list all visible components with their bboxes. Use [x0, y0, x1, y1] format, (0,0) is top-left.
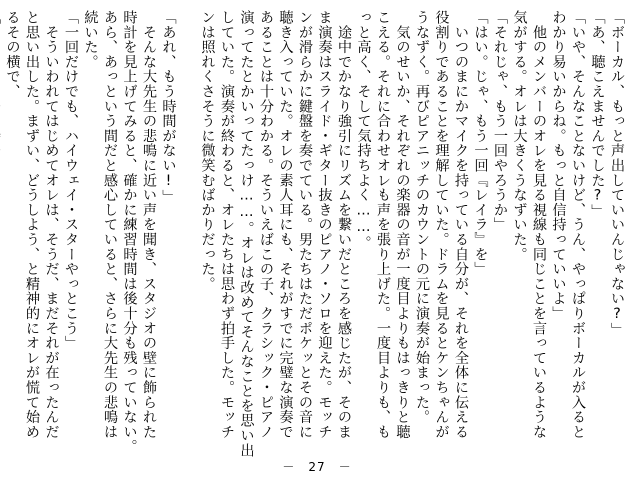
text-line: していた。演奏が終わると、オレたちは思わず拍手した。モッチ — [219, 10, 235, 440]
text-line: 気のせいか、それぞれの楽器の音が一度目よりもはっきりと聴 — [394, 10, 411, 440]
text-line: っと高く、そして気持ちよく……。 — [355, 10, 372, 251]
text-line: 途中でかなり強引にリズムを繋いだところを感じたが、そのま — [336, 10, 352, 440]
text-line: あら、あっという間だと感心していると、さらに大先生の悲鳴は — [102, 10, 118, 440]
text-line: こえる。それに合わせオレも声を張り上げた。一度目よりも、も — [375, 10, 391, 440]
text-line: 役割りであることを理解していた。ドラムを見るとケンちゃんが — [433, 10, 450, 440]
text-line: ンが滑らかに鍵盤を奏でている。男たちはただポケッとその音に — [297, 10, 313, 440]
text-line: そういわれてはじめてオレは、そうだ、まだそれが在ったんだ — [43, 10, 60, 440]
text-line: 聴き入っていた。オレの素人耳にも、それがすでに完璧な演奏で — [277, 10, 294, 440]
text-line: いつのまにかマイクを持っている自分が、それを全体に伝える — [453, 10, 469, 440]
text-line: るその横で、 — [4, 10, 21, 99]
vertical-text-body — [4, 10, 626, 458]
text-line: 「一回だけでも、ハイウェイ・スターやっとこう」 — [63, 10, 79, 351]
text-line: 気がする。オレは大きくうなずいた。 — [511, 10, 528, 262]
text-line: そんな大先生の悲鳴に近い声を聞き、スタジオの壁に飾られた — [141, 10, 157, 440]
text-line: 「あ、聴こえませんでした?」 — [589, 10, 606, 219]
text-line: 続いた。 — [82, 10, 99, 70]
text-line: と思い出した。まずい、どうしよう、と精神的にオレが慌て始め — [24, 10, 40, 440]
text-line: 他のメンバーのオレを見る視線も同じことを言っているような — [531, 10, 547, 440]
text-line: 「いや、そんなことないけど、うん、やっぱりボーカルが入ると — [570, 10, 586, 440]
text-line: うなずく。再びピアニッチのカウントの元に演奏が始まった。 — [414, 10, 430, 425]
text-line — [178, 10, 198, 456]
text-line: 「それじゃ、もう一回やろうか」 — [492, 10, 508, 232]
text-line: 「はい。じゃ、もう一回『レイラ』を」 — [472, 10, 489, 277]
text-line: あることは十分わかる。そういえばこの子、クラシック・ピアノ — [258, 10, 274, 440]
text-line: 「ボーカル、もっと声出していいんじゃない?」 — [609, 10, 625, 338]
text-line: 「あれ、もう時間がない!」 — [160, 10, 177, 205]
text-line: ンは照れくさそうに微笑むばかりだった。 — [199, 10, 216, 292]
page-number: － 27 － — [282, 460, 352, 474]
text-line: ま演奏はスライド・ギター抜きのピアノ・ソロを迎えた。モッチ — [316, 10, 333, 440]
text-line: わかり易いからね。もっと自信持っていいよ」 — [550, 10, 567, 321]
text-line: 演ってたとかいってたっけ……。オレは改めてそんなことを思い出 — [238, 10, 255, 458]
text-line: 時計を見上げてみると、確かに練習時間は後十分も残っていない。 — [121, 10, 138, 454]
text-line — [0, 10, 2, 456]
